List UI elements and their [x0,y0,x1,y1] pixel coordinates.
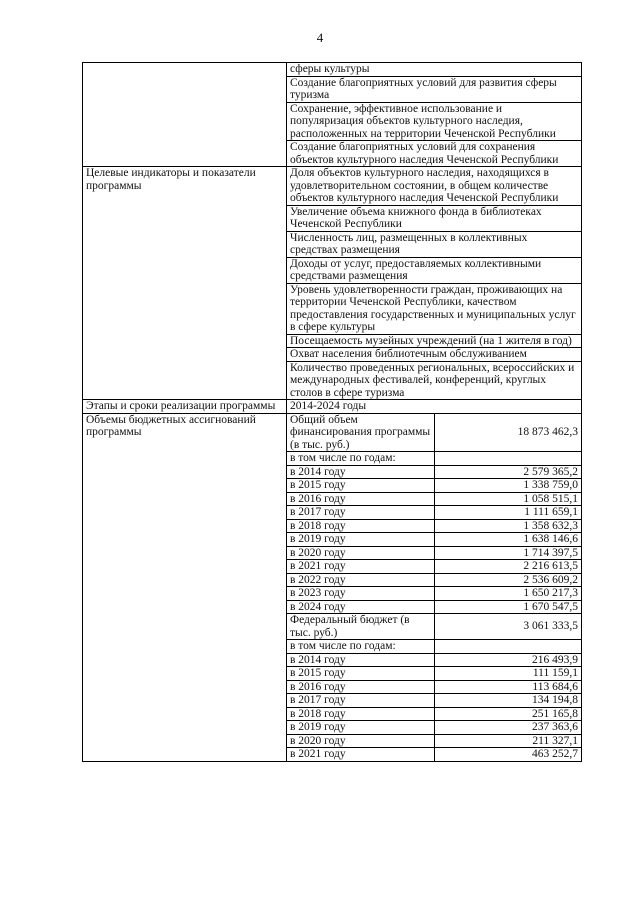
year-value: 1 650 217,3 [434,587,582,601]
year-value: 1 670 547,5 [434,600,582,614]
budget-by-years-label: в том числе по годам: [287,452,435,466]
year-label: в 2024 году [287,600,435,614]
indicator-item: Доходы от услуг, предоставляемых коллективными средствами размещения [287,257,582,283]
federal-year-value: 216 493,9 [434,653,582,667]
year-value: 1 338 759,0 [434,479,582,493]
indicator-item: Доля объектов культурного наследия, находящихся в удовлетворительном состоянии, в общем количестве объектов культурного наследия Чеченской Республики [287,167,582,206]
stages-label: Этапы и сроки реализации программы [83,400,287,414]
table-row [83,167,582,206]
federal-year-label: в 2015 году [287,667,435,681]
program-passport-table [82,62,582,762]
federal-year-label: в 2019 году [287,721,435,735]
federal-year-value: 111 159,1 [434,667,582,681]
year-value: 2 579 365,2 [434,465,582,479]
empty-cell [434,452,582,466]
federal-year-label: в 2014 году [287,653,435,667]
goal-item: Создание благоприятных условий для развития сферы туризма [287,76,582,102]
indicator-item: Охват населения библиотечным обслуживанием [287,348,582,362]
budget-total-value: 18 873 462,3 [434,413,582,452]
year-value: 1 358 632,3 [434,519,582,533]
year-label: в 2023 году [287,587,435,601]
federal-year-label: в 2016 году [287,680,435,694]
page-number: 4 [316,30,324,45]
year-label: в 2021 году [287,560,435,574]
indicator-item: Количество проведенных региональных, всероссийских и международных фестивалей, конференций, круглых столов в сфере туризма [287,361,582,400]
federal-year-label: в 2020 году [287,734,435,748]
indicator-item: Увеличение объема книжного фонда в библиотеках Чеченской Республики [287,205,582,231]
year-label: в 2022 году [287,573,435,587]
federal-year-value: 251 165,8 [434,707,582,721]
goal-item: Сохранение, эффективное использование и популяризация объектов культурного наследия, расположенных на территории Чеченской Республики [287,102,582,141]
year-label: в 2015 году [287,479,435,493]
federal-year-value: 113 684,6 [434,680,582,694]
year-value: 2 536 609,2 [434,573,582,587]
federal-year-label: в 2021 году [287,748,435,762]
goal-item: Создание благоприятных условий для сохранения объектов культурного наследия Чеченской Республики [287,141,582,167]
federal-budget-label: Федеральный бюджет (в тыс. руб.) [287,614,435,640]
year-label: в 2016 году [287,492,435,506]
year-label: в 2017 году [287,506,435,520]
budget-label: Объемы бюджетных ассигнований программы [83,413,287,761]
budget-total-label: Общий объем финансирования программы (в тыс. руб.) [287,413,435,452]
federal-year-label: в 2017 году [287,694,435,708]
federal-year-value: 463 252,7 [434,748,582,762]
goals-label-cell [83,63,287,167]
indicator-item: Численность лиц, размещенных в коллективных средствах размещения [287,231,582,257]
year-label: в 2019 году [287,533,435,547]
table-row [83,63,582,77]
year-value: 1 058 515,1 [434,492,582,506]
year-value: 1 111 659,1 [434,506,582,520]
year-value: 2 216 613,5 [434,560,582,574]
table-row [83,400,582,414]
year-value: 1 714 397,5 [434,546,582,560]
indicator-item: Уровень удовлетворенности граждан, проживающих на территории Чеченской Республики, качеством предоставления государственных и муниципальных услуг в сфере культуры [287,283,582,334]
indicator-item: Посещаемость музейных учреждений (на 1 жителя в год) [287,334,582,348]
table-row [83,413,582,452]
federal-year-value: 211 327,1 [434,734,582,748]
indicators-label: Целевые индикаторы и показатели программы [83,167,287,400]
year-label: в 2018 году [287,519,435,533]
federal-budget-value: 3 061 333,5 [434,614,582,640]
empty-cell [434,640,582,654]
stages-value: 2014-2024 годы [287,400,582,414]
year-label: в 2014 году [287,465,435,479]
federal-by-years-label: в том числе по годам: [287,640,435,654]
federal-year-label: в 2018 году [287,707,435,721]
federal-year-value: 134 194,8 [434,694,582,708]
year-value: 1 638 146,6 [434,533,582,547]
year-label: в 2020 году [287,546,435,560]
goal-item: сферы культуры [287,63,582,77]
federal-year-value: 237 363,6 [434,721,582,735]
